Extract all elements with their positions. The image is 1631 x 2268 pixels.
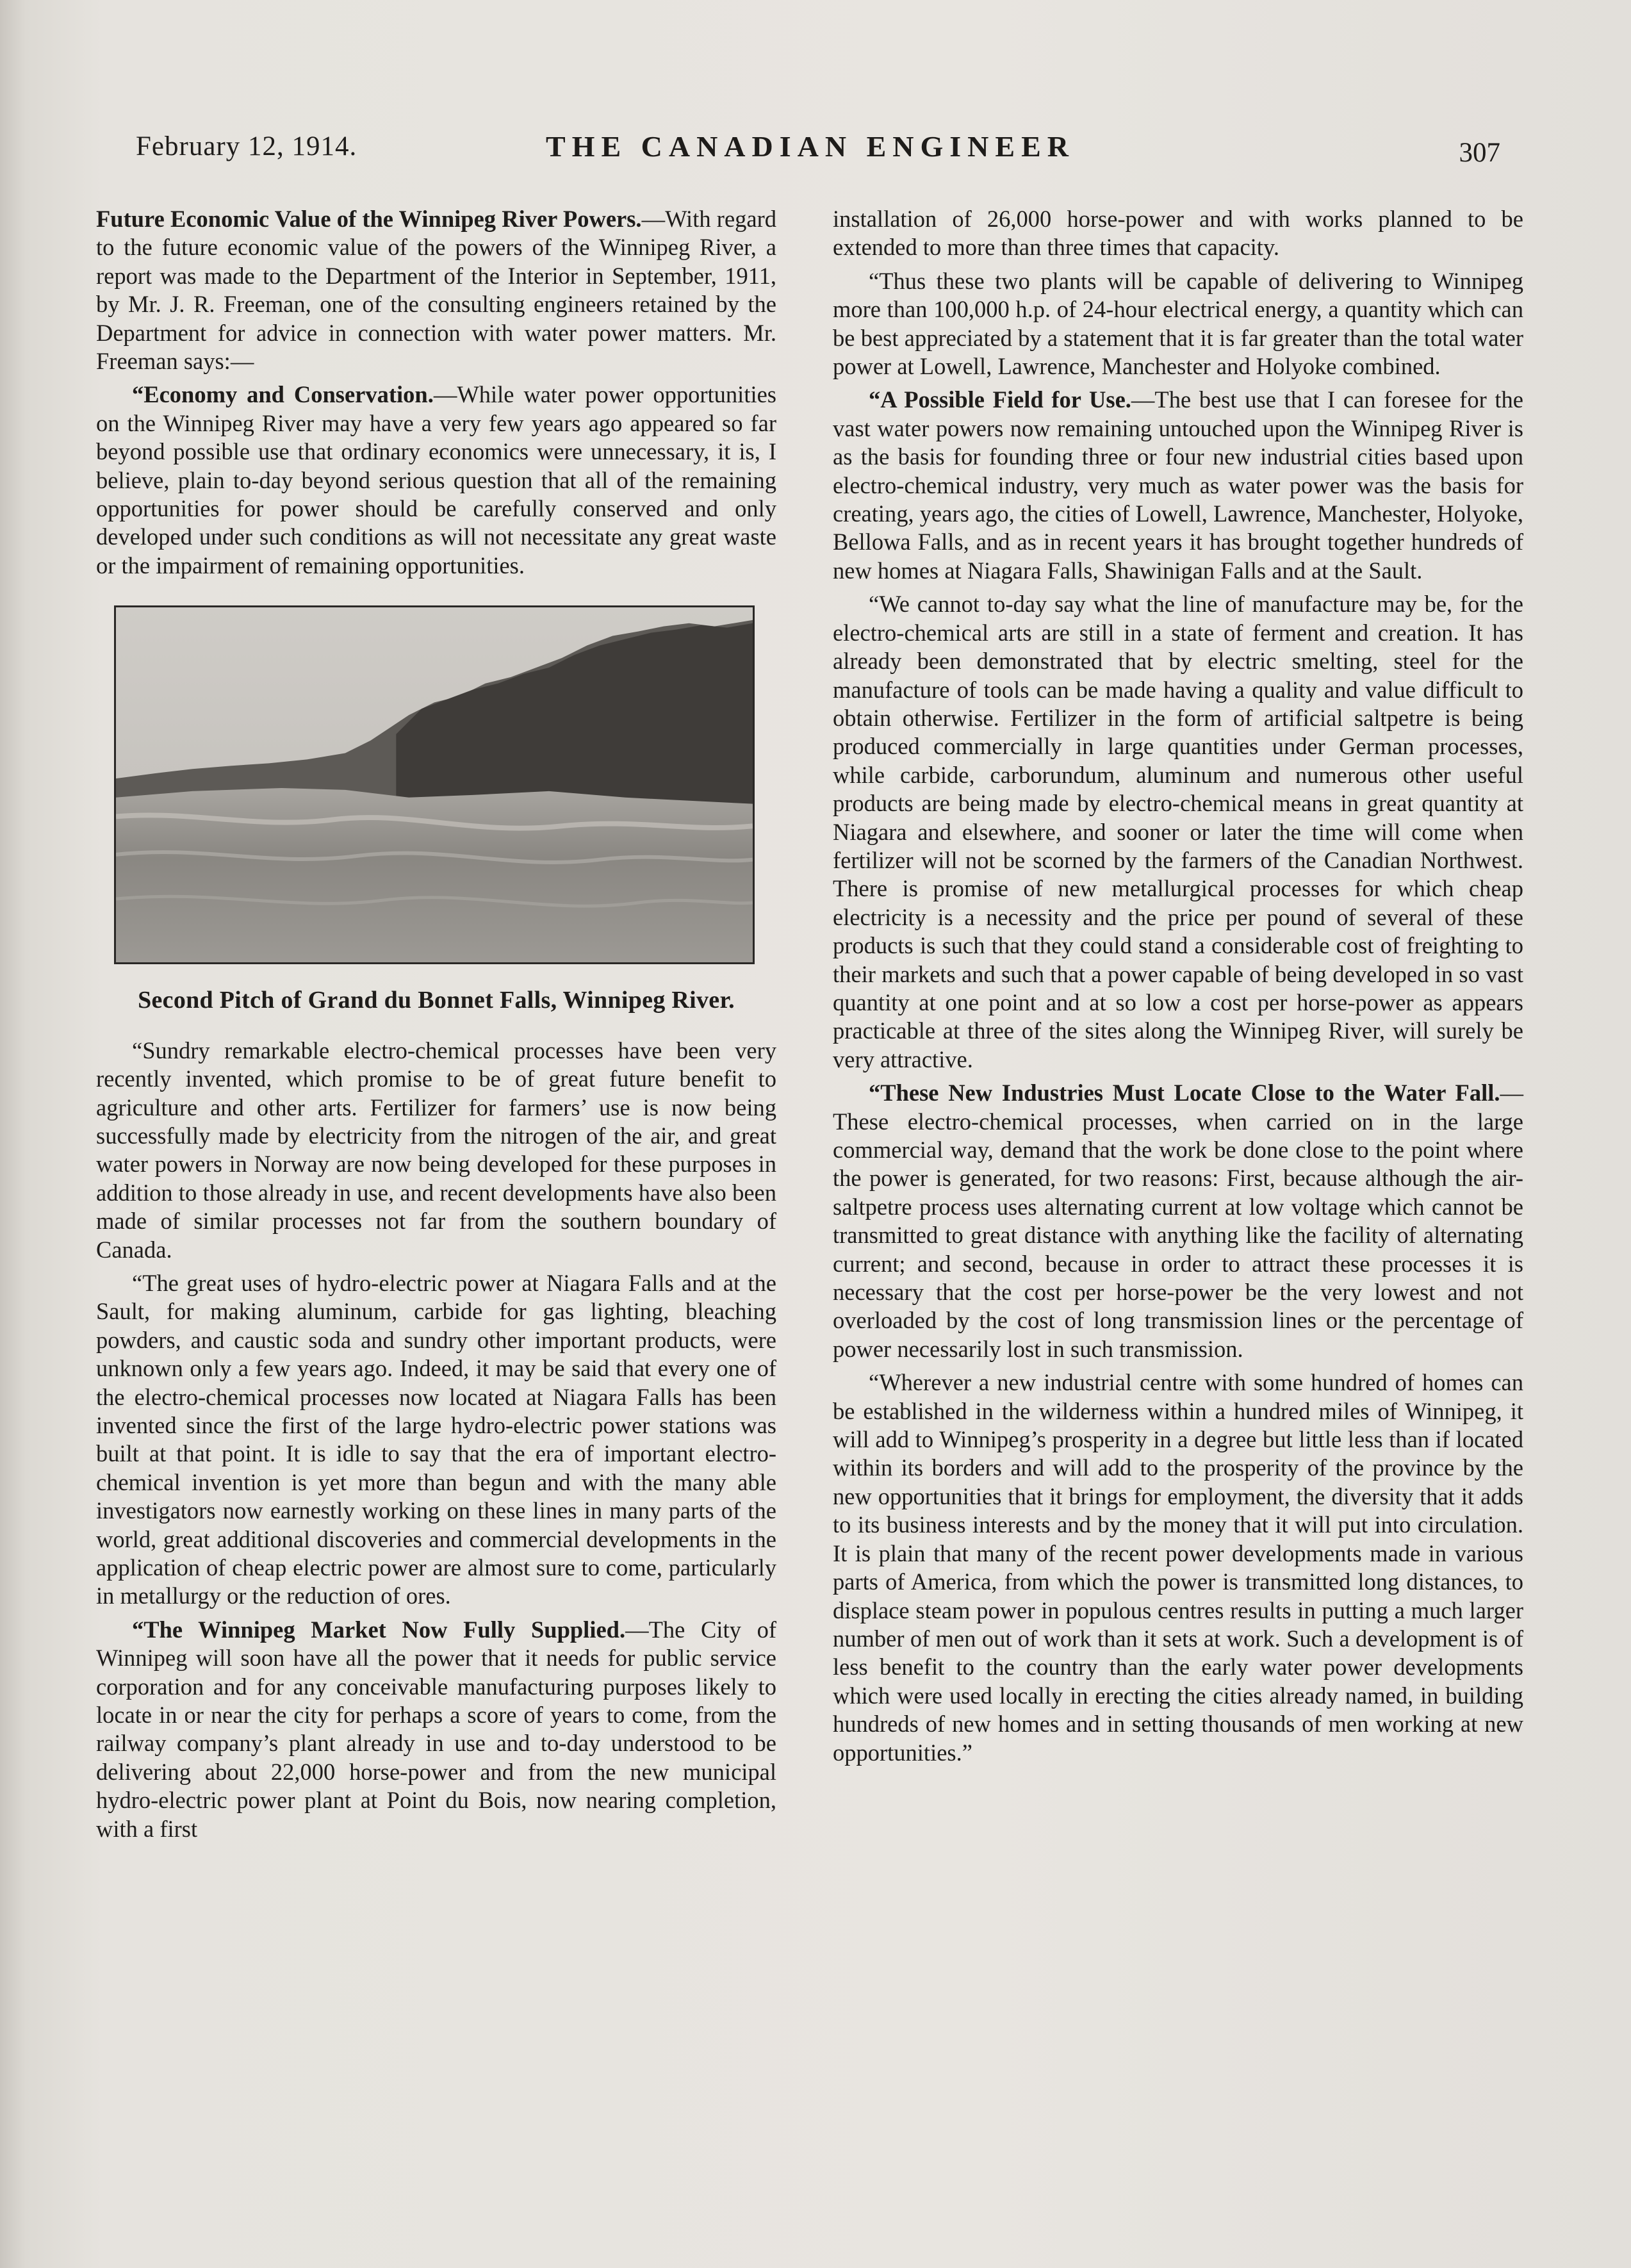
spacer (96, 1015, 776, 1037)
page-number: 307 (1459, 138, 1500, 168)
paragraph-possible-field (833, 386, 1523, 585)
page-header (136, 126, 1500, 177)
paragraph-winnipeg-market (96, 1616, 776, 1843)
section-heading: “These New Industries Must Locate Close to the Water Fall. (869, 1080, 1500, 1106)
paragraph-text: —With regard to the future economic value of the powers of the Winnipeg River, a report was made to the Department of the Interior in September, 1911, by Mr. J. R. Freeman, one of the consulting engineers retained by the Department for advice in connection with water power matters. Mr. Freeman says:— (96, 206, 776, 375)
paragraph-installation: installation of 26,000 horse-power and with works planned to be extended to more than three times that capacity. (833, 206, 1523, 261)
paragraph-text: —The best use that I can foresee for the vast water powers now remaining untouched upon the Winnipeg River is as the basis for founding three or four new industrial cities based upon electro-chemical industry, very much as water power was the basis for creating, years ago, the cities of Lowell, Lawrence, Manchester, Holyoke, Bellowa Falls, and as in recent years it has brought together hundreds of new homes at Niagara Falls, Shawinigan Falls and at the Sault. (833, 386, 1523, 584)
paragraph-future-economic-value (96, 205, 776, 375)
section-heading: Future Economic Value of the Winnipeg River Powers. (96, 206, 642, 232)
section-heading: “A Possible Field for Use. (869, 386, 1131, 413)
paragraph-economy-conservation (96, 381, 776, 580)
paragraph-industrial-centre: “Wherever a new industrial centre with some hundred of homes can be established in the wilderness within a hundred miles of Winnipeg, it will add to Winnipeg’s prosperity in a degree but little less than if located within its borders and will add to the prosperity of the province by the new opportunities that it brings for employment, the diversity that it adds to its business interests and by the money that it will put into circulation. It is plain that many of the recent power developments made in various parts of America, from which the power is transmitted long distances, to displace steam power in populous centres results in putting a much larger number of men out of work than it sets at work. Such a development is of less benefit to the country than the early water power developments which were used locally in erecting the cities already named, in building hundreds of new homes and in setting thousands of men working at new opportunities.” (833, 1369, 1523, 1766)
paragraph-hydro-electric-uses: “The great uses of hydro-electric power at Niagara Falls and at the Sault, for making aluminum, carbide for gas lighting, bleaching powders, and caustic soda and sundry other important products, were unknown only a few years ago. Indeed, it may be said that every one of the electro-chemical processes now located at Niagara Falls has been invented since the first of the large hydro-electric power stations was built at that point. It is idle to say that the era of important electro-chemical invention is yet more than begun and with the many able investigators now earnestly working on these lines in many parts of the world, great additional discoveries and commercial developments in the application of cheap electric power are almost sure to come, particularly in metallurgy or the reduction of ores. (96, 1269, 776, 1609)
photo-caption: Second Pitch of Grand du Bonnet Falls, Winnipeg River. (138, 987, 735, 1014)
right-column (833, 205, 1523, 1772)
paragraph-text: —While water power opportunities on the Winnipeg River may have a very few years ago appeared so far beyond possible use that ordinary economics were unnecessary, it is, I believe, plain to-day beyond serious question that all of the remaining opportunities for power should be carefully conserved and only developed under such conditions as will not necessitate any great waste or the impairment of remaining opportunities. (96, 381, 777, 579)
issue-date: February 12, 1914. (136, 131, 357, 161)
section-heading: “Economy and Conservation. (132, 381, 434, 408)
waterfall-photo (114, 605, 755, 964)
paragraph-locate-close (833, 1079, 1523, 1363)
waterfall-photo-illustration (116, 607, 753, 962)
paragraph-two-plants: “Thus these two plants will be capable of delivering to Winnipeg more than 100,000 h.p. of 24-hour electrical energy, a quantity which can be best appreciated by a statement that it is far greater than the total water power at Lowell, Lawrence, Manchester and Holyoke combined. (833, 267, 1523, 380)
left-column (96, 205, 776, 1848)
paragraph-text: —These electro-chemical processes, when carried on in the large commercial way, demand that the work be done close to the point where the power is generated, for two reasons: First, because although the air-saltpetre process uses alternating current at low voltage which cannot be transmitted to great distance with anything like the facility of alternating current; and second, because in order to attract these processes it is necessary that the cost per horse-power be the very lowest and not overloaded by the cost of long transmission lines or the percentage of power necessarily lost in such transmission. (833, 1080, 1523, 1362)
journal-title: THE CANADIAN ENGINEER (546, 130, 1075, 163)
section-heading: “The Winnipeg Market Now Fully Supplied. (132, 1616, 626, 1643)
paragraph-electro-chemical-processes: “Sundry remarkable electro-chemical processes have been very recently invented, which promise to be of great future benefit to agriculture and other arts. Fertilizer for farmers’ use is now being successfully made by electricity from the nitrogen of the air, and great water powers in Norway are now being developed for these purposes in addition to those already in use, and recent developments have also been made of similar processes not far from the southern boundary of Canada. (96, 1037, 776, 1263)
paragraph-text: —The City of Winnipeg will soon have all the power that it needs for public service corporation and for any conceivable manufacturing purposes likely to locate in or near the city for perhaps a score of years to come, from the railway company’s plant already in use and to-day understood to be delivering about 22,000 horse-power and from the new municipal hydro-electric power plant at Point du Bois, now nearing completion, with a first (96, 1616, 776, 1842)
paragraph-line-of-manufacture: “We cannot to-day say what the line of manufacture may be, for the electro-chemical arts are still in a state of ferment and creation. It has already been demonstrated that by electric smelting, steel for the manufacture of tools can be made having a quality and value difficult to obtain otherwise. Fertilizer in the form of artificial saltpetre is being produced commercially in large quantities under German processes, while carbide, carborundum, aluminum and numerous other useful products are being made by electro-chemical means in great quantity at Niagara and elsewhere, and sooner or later the time will come when fertilizer will not be scorned by the farmers of the Canadian Northwest. There is promise of new metallurgical processes for which cheap electricity is a necessity and the price per pound of several of these products is such that they could stand a considerable cost of freighting to their markets and such that a power capable of being developed in so vast quantity at one point and at so low a cost per horse-power as appears practicable at three of the sites along the Winnipeg River, will surely be very attractive. (833, 591, 1523, 1072)
